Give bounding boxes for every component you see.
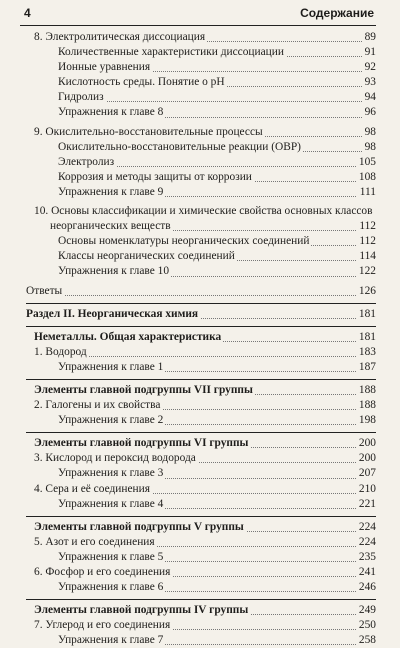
toc-entry-label: Элементы главной подгруппы VII группы [34,383,255,398]
toc-entry-page: 249 [356,603,376,618]
toc-entry-label: Упражнения к главе 10 [58,264,171,279]
toc-entry-page: 93 [362,75,376,90]
toc-entry-page: 188 [356,398,376,413]
toc-entry[interactable] [26,204,376,219]
toc-entry-label: Основы номенклатуры неорганических соединений [58,234,311,249]
toc-entry[interactable] [26,580,376,595]
toc-entry[interactable] [26,565,376,580]
toc-entry-label: Гидролиз [58,90,106,105]
toc-entry-page: 246 [356,580,376,595]
toc-entry[interactable] [26,105,376,120]
toc-entry-page: 114 [356,249,376,264]
toc-entry-page: 122 [356,264,376,279]
toc-entry[interactable] [26,497,376,512]
toc-entry-page: 221 [356,497,376,512]
toc-entry-page: 105 [356,155,376,170]
toc-entry[interactable] [26,125,376,140]
toc-entry-page: 98 [362,125,376,140]
toc-entry-label: Кислотность среды. Понятие о pH [58,75,227,90]
toc-entry-page: 181 [356,330,376,345]
toc-entry-label: Упражнения к главе 8 [58,105,165,120]
toc-entry[interactable] [26,170,376,185]
toc-entry[interactable] [26,284,376,299]
toc-entry[interactable] [26,75,376,90]
toc-entry-label: 1. Водород [34,345,89,360]
section-divider [26,379,376,380]
toc-entry-page: 91 [362,45,376,60]
toc-entry-label: Упражнения к главе 2 [58,413,165,428]
page-header [24,6,374,22]
toc-entry-label: Упражнения к главе 1 [58,360,165,375]
toc-entry-label: Элементы главной подгруппы V группы [34,520,246,535]
toc-entry-page: 187 [356,360,376,375]
toc-entry-page: 235 [356,550,376,565]
toc-entry-label: 6. Фосфор и его соединения [34,565,172,580]
toc-entry-label: 2. Галогены и их свойства [34,398,162,413]
toc-entry-page: 112 [356,234,376,249]
toc-entry[interactable] [26,360,376,375]
toc-entry[interactable] [26,30,376,45]
toc-entry[interactable] [26,535,376,550]
toc-entry[interactable] [26,633,376,648]
toc-entry[interactable] [26,249,376,264]
toc-entry-page: 250 [356,618,376,633]
toc-entry-page: 98 [362,140,376,155]
toc-entry-page: 224 [356,520,376,535]
toc-entry[interactable] [26,185,376,200]
toc-entry-label: Упражнения к главе 6 [58,580,165,595]
toc-entry-page: 94 [362,90,376,105]
toc-entry-label: 8. Электролитическая диссоциация [34,30,207,45]
toc-entry-page: 224 [356,535,376,550]
toc-entry[interactable] [26,264,376,279]
toc-entry-label: 5. Азот и его соединения [34,535,157,550]
toc-entry-page: 183 [356,345,376,360]
section-divider [26,599,376,600]
toc-group-heading[interactable] [26,603,376,618]
toc-entry-page: 198 [356,413,376,428]
toc-entry-label: неорганических веществ [50,219,173,234]
toc-entry-page: 241 [356,565,376,580]
toc-entry[interactable] [26,45,376,60]
toc-entry-label: 4. Сера и её соединения [34,482,152,497]
toc-entry-page: 188 [356,383,376,398]
toc-entry-page: 210 [356,482,376,497]
toc-entry[interactable] [26,451,376,466]
running-title: Содержание [300,6,374,20]
toc-section-heading[interactable] [26,307,376,322]
toc-entry-label: Упражнения к главе 9 [58,185,165,200]
toc-group-heading[interactable] [26,520,376,535]
toc-entry-label: 10. Основы классификации и химические свойства основных классов [34,204,375,219]
toc-entry-label: Упражнения к главе 3 [58,466,165,481]
toc-entry-label: 3. Кислород и пероксид водорода [34,451,198,466]
toc-entry[interactable] [26,345,376,360]
toc-entry[interactable] [26,466,376,481]
section-divider [26,516,376,517]
toc-entry[interactable] [26,60,376,75]
toc-entry-label: Упражнения к главе 5 [58,550,165,565]
toc-entry-page: 200 [356,451,376,466]
toc-entry[interactable] [26,413,376,428]
toc-entry[interactable] [26,618,376,633]
toc-entry-label: Неметаллы. Общая характеристика [34,330,223,345]
toc-entry-label: Раздел II. Неорганическая химия [26,307,200,322]
toc-entry-page: 112 [356,219,376,234]
toc-entry-label: 7. Углерод и его соединения [34,618,172,633]
toc-entry-label: Упражнения к главе 7 [58,633,165,648]
toc-entry[interactable] [26,482,376,497]
toc-entry-label: Ионные уравнения [58,60,152,75]
section-divider [26,303,376,304]
table-of-contents [26,30,376,648]
toc-entry[interactable] [26,550,376,565]
toc-entry-page: 92 [362,60,376,75]
toc-entry-label: Элементы главной подгруппы IV группы [34,603,250,618]
toc-entry-page: 181 [356,307,376,322]
page-number: 4 [24,6,31,20]
toc-entry[interactable] [26,140,376,155]
dot-leader [58,101,376,102]
dot-leader [26,295,376,296]
toc-entry-label: Окислительно-восстановительные реакции (ОВР) [58,140,303,155]
toc-entry-page: 200 [356,436,376,451]
toc-entry-continuation[interactable] [26,219,376,234]
toc-entry-label: Классы неорганических соединений [58,249,237,264]
toc-entry-page: 108 [356,170,376,185]
toc-entry-page: 111 [357,185,376,200]
header-rule [20,25,376,26]
toc-entry-page: 96 [362,105,376,120]
toc-entry-label: 9. Окислительно-восстановительные процессы [34,125,265,140]
toc-group-heading[interactable] [26,330,376,345]
toc-group-heading[interactable] [26,383,376,398]
section-divider [26,326,376,327]
toc-entry-page: 258 [356,633,376,648]
toc-entry[interactable] [26,398,376,413]
toc-entry-page: 126 [356,284,376,299]
toc-entry-label: Упражнения к главе 4 [58,497,165,512]
toc-group-heading[interactable] [26,436,376,451]
toc-entry-label: Элементы главной подгруппы VI группы [34,436,250,451]
section-divider [26,432,376,433]
toc-entry-page: 89 [362,30,376,45]
toc-entry[interactable] [26,90,376,105]
toc-entry-label: Электролиз [58,155,116,170]
toc-entry-label: Количественные характеристики диссоциации [58,45,286,60]
toc-entry[interactable] [26,155,376,170]
toc-entry-label: Ответы [26,284,64,299]
toc-entry-label: Коррозия и методы защиты от коррозии [58,170,254,185]
toc-entry-page: 207 [356,466,376,481]
toc-entry[interactable] [26,234,376,249]
